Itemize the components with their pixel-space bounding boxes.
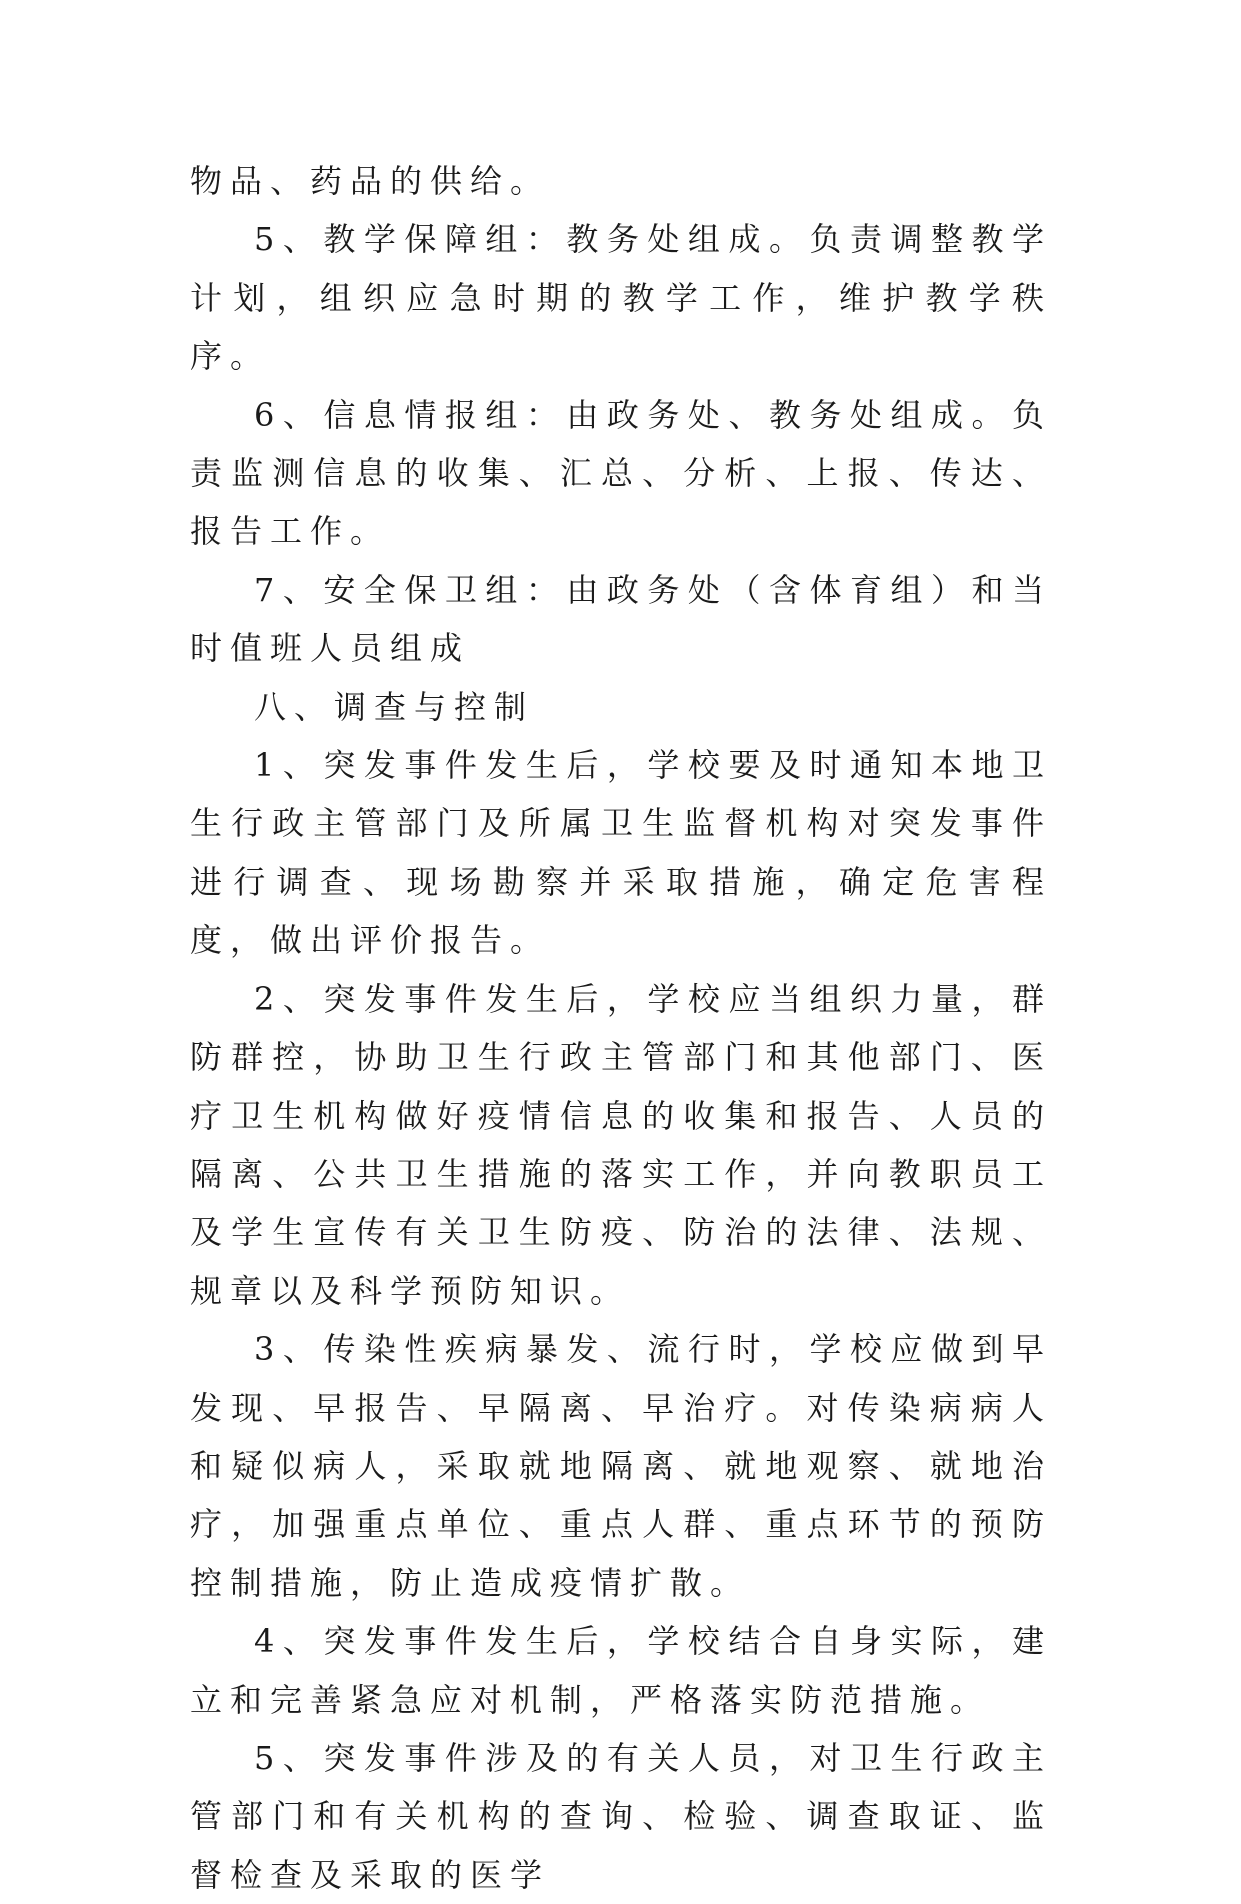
paragraph-security-group: 7、安全保卫组：由政务处（含体育组）和当时值班人员组成 xyxy=(190,570,1052,668)
paragraph-information-group: 6、信息情报组：由政务处、教务处组成。负责监测信息的收集、汇总、分析、上报、传达、报告工作。 xyxy=(190,395,1052,551)
section-heading-investigation-control: 八、调查与控制 xyxy=(254,687,535,726)
paragraph-item-3: 3、传染性疾病暴发、流行时，学校应做到早发现、早报告、早隔离、早治疗。对传染病病人和疑似病人，采取就地隔离、就地观察、就地治疗，加强重点单位、重点人群、重点环节的预防控制措施，防止造成疫情扩散。 xyxy=(190,1330,1052,1602)
paragraph-teaching-support-group: 5、教学保障组：教务处组成。负责调整教学计划，组织应急时期的教学工作，维护教学秩序。 xyxy=(190,220,1052,376)
paragraph-item-4: 4、突发事件发生后，学校结合自身实际，建立和完善紧急应对机制，严格落实防范措施。 xyxy=(190,1622,1052,1719)
paragraph-item-5: 5、突发事件涉及的有关人员，对卫生行政主管部门和有关机构的查询、检验、调查取证、监督检查及采取的医学 xyxy=(190,1738,1052,1894)
paragraph-item-2: 2、突发事件发生后，学校应当组织力量，群防群控，协助卫生行政主管部门和其他部门、医疗卫生机构做好疫情信息的收集和报告、人员的隔离、公共卫生措施的落实工作，并向教职员工及学生宣传有关卫生防疫、防治的法律、法规、规章以及科学预防知识。 xyxy=(190,979,1052,1310)
document-body xyxy=(190,152,1052,1904)
paragraph-item-1: 1、突发事件发生后，学校要及时通知本地卫生行政主管部门及所属卫生监督机构对突发事件进行调查、现场勘察并采取措施，确定危害程度，做出评价报告。 xyxy=(190,746,1052,960)
paragraph-supplies-continuation: 物品、药品的供给。 xyxy=(190,162,551,200)
